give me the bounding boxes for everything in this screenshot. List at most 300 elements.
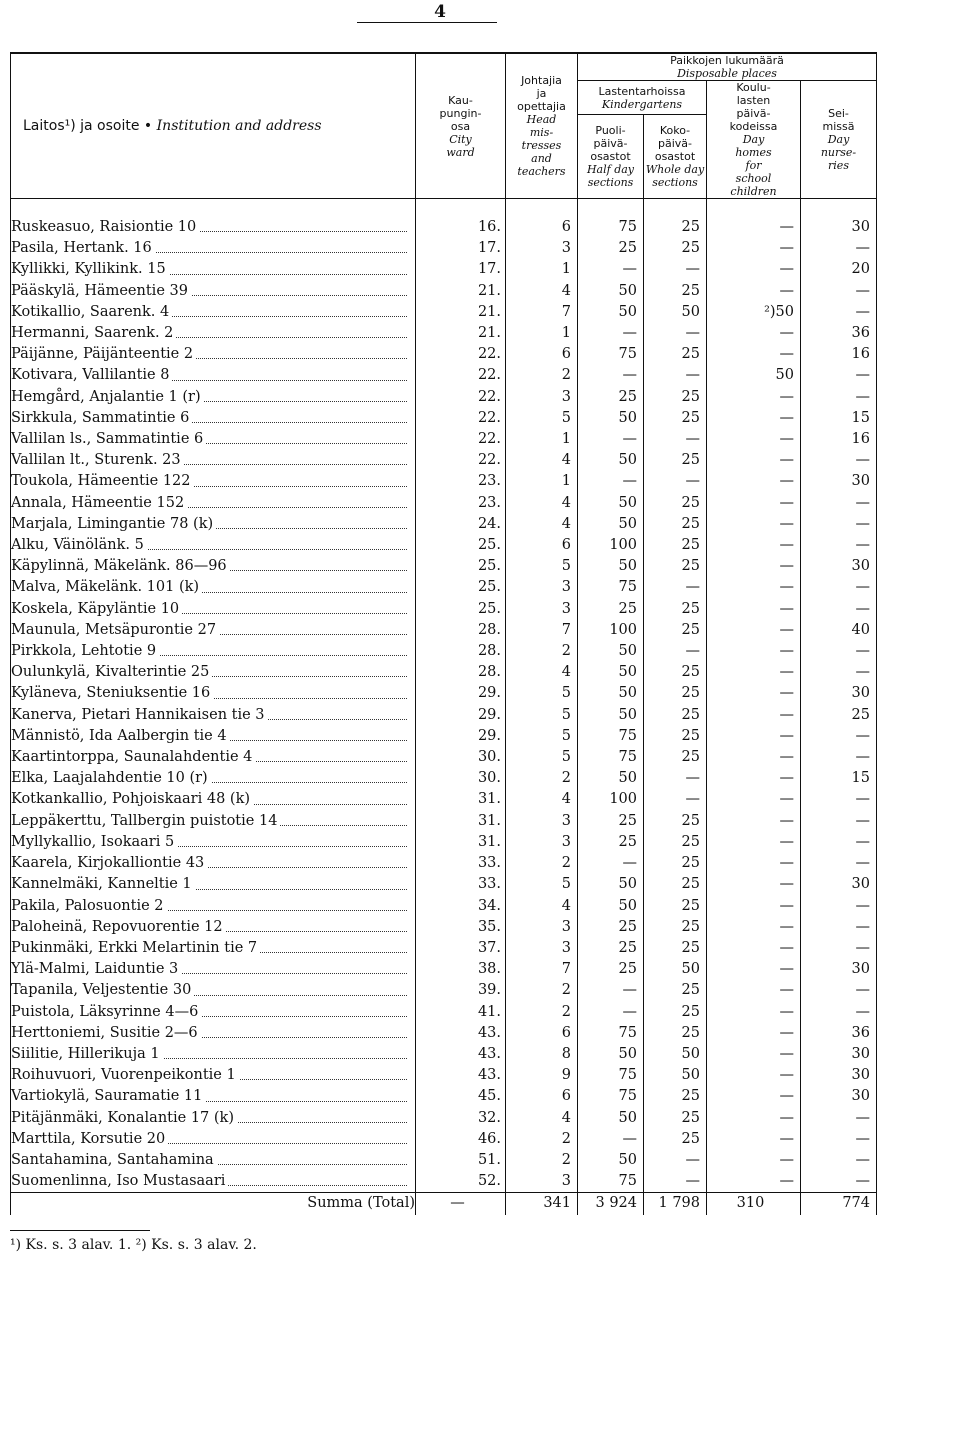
table-row <box>11 514 877 535</box>
address-cell <box>11 259 416 280</box>
whole-day-cell: — <box>644 768 707 789</box>
address-cell <box>11 789 416 810</box>
table-row <box>11 238 877 259</box>
whole-day-cell: 25 <box>644 1086 707 1107</box>
school-homes-cell: — <box>707 726 801 747</box>
address-text: Leppäkerttu, Tallbergin puistotie 14 <box>11 813 280 829</box>
half-day-cell: 25 <box>578 959 644 980</box>
nurseries-cell: — <box>801 811 877 832</box>
table-row <box>11 641 877 662</box>
heads-cell: 5 <box>506 874 578 895</box>
half-day-cell: 50 <box>578 641 644 662</box>
table-row <box>11 259 877 280</box>
half-day-cell: 50 <box>578 514 644 535</box>
address-leader <box>11 896 415 917</box>
school-homes-cell: — <box>707 1002 801 1023</box>
ward-cell: 21. <box>416 302 506 323</box>
nurseries-cell: 36 <box>801 323 877 344</box>
table-row <box>11 959 877 980</box>
heads-cell: 3 <box>506 599 578 620</box>
half-day-cell: — <box>578 980 644 1001</box>
address-cell <box>11 811 416 832</box>
nurseries-header-en: Day nurse- ries <box>820 133 857 172</box>
ward-cell: 39. <box>416 980 506 1001</box>
whole-day-cell: 25 <box>644 705 707 726</box>
heads-cell: 7 <box>506 959 578 980</box>
address-cell <box>11 917 416 938</box>
school-homes-cell: — <box>707 556 801 577</box>
heads-cell: 3 <box>506 1171 578 1193</box>
page-number-rule <box>357 22 497 23</box>
half-day-cell: 50 <box>578 408 644 429</box>
table-row <box>11 683 877 704</box>
whole-day-cell: 25 <box>644 514 707 535</box>
nurseries-cell: — <box>801 365 877 386</box>
spacer-cell <box>506 199 578 218</box>
address-text: Hermanni, Saarenk. 2 <box>11 325 176 341</box>
school-homes-cell: — <box>707 662 801 683</box>
ward-cell: 38. <box>416 959 506 980</box>
ward-cell: 43. <box>416 1023 506 1044</box>
school-homes-cell: 50 <box>707 365 801 386</box>
ward-cell: 22. <box>416 344 506 365</box>
heads-cell: 3 <box>506 387 578 408</box>
address-cell <box>11 980 416 1001</box>
table-row <box>11 281 877 302</box>
heads-cell: 4 <box>506 1108 578 1129</box>
address-text: Pukinmäki, Erkki Melartinin tie 7 <box>11 940 260 956</box>
school-homes-cell: — <box>707 641 801 662</box>
school-homes-header-fi: Koulu- lasten päivä- kodeissa <box>729 81 778 133</box>
half-day-cell: — <box>578 259 644 280</box>
address-header-fi: Laitos¹) ja osoite • <box>23 117 153 134</box>
address-leader <box>11 853 415 874</box>
address-text: Santahamina, Santahamina <box>11 1152 217 1168</box>
nurseries-cell: 15 <box>801 408 877 429</box>
school-homes-cell: ²)50 <box>707 302 801 323</box>
whole-day-cell: 25 <box>644 853 707 874</box>
address-leader <box>11 938 415 959</box>
ward-cell: 34. <box>416 896 506 917</box>
heads-cell: 1 <box>506 471 578 492</box>
school-homes-cell: — <box>707 832 801 853</box>
ward-cell: 24. <box>416 514 506 535</box>
heads-header-en: Head mis- tresses and teachers <box>517 113 566 178</box>
heads-cell: 6 <box>506 217 578 238</box>
nurseries-cell: — <box>801 662 877 683</box>
half-day-cell: 50 <box>578 1108 644 1129</box>
school-homes-cell: — <box>707 853 801 874</box>
ward-cell: 30. <box>416 768 506 789</box>
nurseries-cell: 16 <box>801 344 877 365</box>
school-homes-cell: — <box>707 917 801 938</box>
table-row <box>11 365 877 386</box>
address-text: Malva, Mäkelänk. 101 (k) <box>11 579 202 595</box>
ward-cell: 30. <box>416 747 506 768</box>
address-leader <box>11 683 415 704</box>
school-homes-cell: — <box>707 1171 801 1193</box>
table-row <box>11 1002 877 1023</box>
whole-day-cell: 25 <box>644 747 707 768</box>
address-text: Vartiokylä, Sauramatie 11 <box>11 1088 205 1104</box>
school-homes-cell: — <box>707 514 801 535</box>
whole-day-cell: — <box>644 471 707 492</box>
address-cell <box>11 768 416 789</box>
school-homes-cell: — <box>707 1108 801 1129</box>
table-row <box>11 556 877 577</box>
total-heads: 341 <box>506 1193 578 1215</box>
address-leader <box>11 768 415 789</box>
ward-cell: 32. <box>416 1108 506 1129</box>
school-homes-cell: — <box>707 980 801 1001</box>
heads-cell: 3 <box>506 577 578 598</box>
whole-day-cell: 25 <box>644 938 707 959</box>
address-text: Elka, Laajalahdentie 10 (r) <box>11 770 211 786</box>
school-homes-header-en: Day homes for school children <box>730 133 777 198</box>
address-text: Kotikallio, Saarenk. 4 <box>11 304 172 320</box>
total-nurseries: 774 <box>801 1193 877 1215</box>
address-cell <box>11 1002 416 1023</box>
address-leader <box>11 281 415 302</box>
heads-cell: 8 <box>506 1044 578 1065</box>
nurseries-cell: — <box>801 514 877 535</box>
nurseries-cell: — <box>801 577 877 598</box>
address-text: Sirkkula, Sammatintie 6 <box>11 410 192 426</box>
address-text: Roihuvuori, Vuorenpeikontie 1 <box>11 1067 239 1083</box>
address-text: Kaarela, Kirjokalliontie 43 <box>11 855 207 871</box>
ward-cell: 29. <box>416 726 506 747</box>
school-homes-column-header <box>707 81 801 199</box>
address-leader <box>11 1065 415 1086</box>
school-homes-cell: — <box>707 747 801 768</box>
nurseries-cell: — <box>801 493 877 514</box>
whole-day-cell: 25 <box>644 344 707 365</box>
nurseries-header-fi: Sei- missä <box>822 107 855 133</box>
kindergartens-header-en: Kindergartens <box>601 97 683 111</box>
address-leader <box>11 577 415 598</box>
table-row <box>11 1065 877 1086</box>
school-homes-cell: — <box>707 811 801 832</box>
table-row <box>11 726 877 747</box>
school-homes-cell: — <box>707 620 801 641</box>
whole-day-cell: 25 <box>644 599 707 620</box>
address-leader <box>11 662 415 683</box>
school-homes-cell: — <box>707 768 801 789</box>
table-row <box>11 980 877 1001</box>
ward-column-header <box>416 53 506 199</box>
ward-cell: 46. <box>416 1129 506 1150</box>
address-leader <box>11 408 415 429</box>
heads-cell: 4 <box>506 450 578 471</box>
whole-day-cell: 25 <box>644 980 707 1001</box>
heads-cell: 4 <box>506 789 578 810</box>
table-row <box>11 874 877 895</box>
ward-cell: 31. <box>416 832 506 853</box>
half-day-cell: 50 <box>578 281 644 302</box>
school-homes-cell: — <box>707 1086 801 1107</box>
school-homes-cell: — <box>707 577 801 598</box>
table-row <box>11 768 877 789</box>
whole-day-cell: 50 <box>644 959 707 980</box>
heads-header-fi: Johtajia ja opettajia <box>517 74 566 113</box>
heads-cell: 4 <box>506 514 578 535</box>
whole-day-cell: — <box>644 577 707 598</box>
places-header-en: Disposable places <box>677 67 777 80</box>
nurseries-cell: — <box>801 853 877 874</box>
heads-cell: 6 <box>506 1023 578 1044</box>
address-leader <box>11 471 415 492</box>
half-day-cell: 75 <box>578 747 644 768</box>
school-homes-cell: — <box>707 789 801 810</box>
school-homes-cell: — <box>707 429 801 450</box>
ward-cell: 28. <box>416 641 506 662</box>
nurseries-cell: 30 <box>801 1065 877 1086</box>
address-leader <box>11 747 415 768</box>
school-homes-cell: — <box>707 683 801 704</box>
address-column-header <box>11 53 416 199</box>
address-cell <box>11 874 416 895</box>
address-cell <box>11 238 416 259</box>
address-cell <box>11 1129 416 1150</box>
address-leader <box>11 959 415 980</box>
ward-cell: 31. <box>416 811 506 832</box>
whole-day-cell: 25 <box>644 874 707 895</box>
address-text: Paloheinä, Repovuorentie 12 <box>11 919 226 935</box>
half-day-cell: 25 <box>578 917 644 938</box>
address-cell <box>11 1065 416 1086</box>
address-cell <box>11 896 416 917</box>
address-cell <box>11 471 416 492</box>
spacer-cell <box>578 199 644 218</box>
nurseries-cell: 15 <box>801 768 877 789</box>
whole-day-cell: — <box>644 259 707 280</box>
ward-cell: 52. <box>416 1171 506 1193</box>
total-label: Summa (Total) <box>11 1193 416 1215</box>
nurseries-cell: — <box>801 450 877 471</box>
address-leader <box>11 365 415 386</box>
address-text: Kotivara, Vallilantie 8 <box>11 367 172 383</box>
nurseries-cell: 36 <box>801 1023 877 1044</box>
whole-day-cell: — <box>644 365 707 386</box>
ward-cell: 31. <box>416 789 506 810</box>
address-cell <box>11 365 416 386</box>
address-cell <box>11 832 416 853</box>
half-day-column-header <box>578 115 644 199</box>
nurseries-cell: — <box>801 726 877 747</box>
ward-cell: 43. <box>416 1044 506 1065</box>
address-leader <box>11 789 415 810</box>
whole-day-cell: 25 <box>644 408 707 429</box>
table-body <box>11 199 877 1193</box>
half-day-cell: 75 <box>578 217 644 238</box>
ward-cell: 23. <box>416 471 506 492</box>
half-day-cell: 100 <box>578 789 644 810</box>
heads-cell: 2 <box>506 365 578 386</box>
address-cell <box>11 1086 416 1107</box>
nurseries-cell: — <box>801 387 877 408</box>
heads-column-header <box>506 53 578 199</box>
nurseries-cell: 30 <box>801 217 877 238</box>
school-homes-cell: — <box>707 1150 801 1171</box>
address-cell <box>11 408 416 429</box>
half-day-cell: 50 <box>578 705 644 726</box>
half-day-cell: 75 <box>578 1171 644 1193</box>
table-row <box>11 832 877 853</box>
half-day-cell: 50 <box>578 493 644 514</box>
nurseries-cell: — <box>801 302 877 323</box>
address-cell <box>11 450 416 471</box>
places-header-fi: Paikkojen lukumäärä <box>670 54 784 67</box>
address-leader <box>11 344 415 365</box>
address-leader <box>11 620 415 641</box>
kindergartens-header-fi: Lastentarhoissa <box>598 84 686 98</box>
ward-header-en: City ward <box>446 132 475 159</box>
table-row <box>11 450 877 471</box>
ward-cell: 43. <box>416 1065 506 1086</box>
heads-cell: 2 <box>506 1002 578 1023</box>
half-day-cell: 50 <box>578 1044 644 1065</box>
half-day-cell: 25 <box>578 811 644 832</box>
address-leader <box>11 832 415 853</box>
ward-cell: 25. <box>416 556 506 577</box>
address-leader <box>11 217 415 238</box>
heads-cell: 3 <box>506 917 578 938</box>
table-row <box>11 429 877 450</box>
school-homes-cell: — <box>707 959 801 980</box>
nurseries-cell: — <box>801 535 877 556</box>
nurseries-cell: — <box>801 980 877 1001</box>
address-leader <box>11 259 415 280</box>
total-school-homes: 310 <box>707 1193 801 1215</box>
whole-day-cell: 25 <box>644 556 707 577</box>
half-day-cell: 75 <box>578 1023 644 1044</box>
half-day-cell: 75 <box>578 577 644 598</box>
half-day-cell: 25 <box>578 387 644 408</box>
heads-cell: 5 <box>506 705 578 726</box>
table-row <box>11 1108 877 1129</box>
address-leader <box>11 599 415 620</box>
address-header-en: Institution and address <box>156 117 322 134</box>
table-row <box>11 493 877 514</box>
places-group-header <box>578 53 877 81</box>
table-row <box>11 789 877 810</box>
school-homes-cell: — <box>707 471 801 492</box>
nurseries-cell: — <box>801 917 877 938</box>
address-cell <box>11 959 416 980</box>
table-row <box>11 938 877 959</box>
ward-cell: 51. <box>416 1150 506 1171</box>
table-row <box>11 408 877 429</box>
address-text: Marttila, Korsutie 20 <box>11 1131 168 1147</box>
address-cell <box>11 747 416 768</box>
address-cell <box>11 281 416 302</box>
nurseries-cell: 30 <box>801 1086 877 1107</box>
whole-day-cell: 25 <box>644 238 707 259</box>
table-row <box>11 620 877 641</box>
school-homes-cell: — <box>707 1065 801 1086</box>
whole-day-cell: 50 <box>644 1044 707 1065</box>
address-leader <box>11 917 415 938</box>
table-row <box>11 599 877 620</box>
school-homes-cell: — <box>707 896 801 917</box>
school-homes-cell: — <box>707 408 801 429</box>
table-row <box>11 471 877 492</box>
half-day-cell: 25 <box>578 238 644 259</box>
address-text: Siilitie, Hillerikuja 1 <box>11 1046 163 1062</box>
ward-cell: 22. <box>416 387 506 408</box>
half-day-cell: 25 <box>578 938 644 959</box>
heads-cell: 1 <box>506 323 578 344</box>
nurseries-cell: 30 <box>801 874 877 895</box>
address-text: Hemgård, Anjalantie 1 (r) <box>11 389 204 405</box>
whole-day-cell: — <box>644 429 707 450</box>
table-row <box>11 917 877 938</box>
address-leader <box>11 874 415 895</box>
address-text: Myllykallio, Isokaari 5 <box>11 834 177 850</box>
heads-cell: 9 <box>506 1065 578 1086</box>
address-leader <box>11 641 415 662</box>
nurseries-cell: — <box>801 938 877 959</box>
address-cell <box>11 1171 416 1193</box>
ward-cell: 33. <box>416 853 506 874</box>
address-leader <box>11 302 415 323</box>
half-day-cell: 75 <box>578 344 644 365</box>
nurseries-cell: — <box>801 641 877 662</box>
table-row <box>11 705 877 726</box>
half-day-cell: 25 <box>578 832 644 853</box>
nurseries-cell: — <box>801 1150 877 1171</box>
heads-cell: 6 <box>506 344 578 365</box>
heads-cell: 3 <box>506 811 578 832</box>
ward-cell: 25. <box>416 535 506 556</box>
school-homes-cell: — <box>707 599 801 620</box>
spacer-cell <box>11 199 416 218</box>
whole-day-cell: 25 <box>644 832 707 853</box>
nurseries-cell: 30 <box>801 1044 877 1065</box>
whole-day-cell: 25 <box>644 917 707 938</box>
school-homes-cell: — <box>707 217 801 238</box>
ward-cell: 16. <box>416 217 506 238</box>
table-row <box>11 896 877 917</box>
address-text: Kyllikki, Kyllikink. 15 <box>11 261 169 277</box>
ward-cell: 23. <box>416 493 506 514</box>
whole-day-cell: 25 <box>644 493 707 514</box>
address-text: Ruskeasuo, Raisiontie 10 <box>11 219 199 235</box>
address-cell <box>11 683 416 704</box>
ward-cell: 17. <box>416 238 506 259</box>
address-text: Maunula, Metsäpurontie 27 <box>11 622 219 638</box>
address-text: Pakila, Palosuontie 2 <box>11 898 167 914</box>
address-text: Suomenlinna, Iso Mustasaari <box>11 1173 228 1189</box>
whole-day-cell: 25 <box>644 1129 707 1150</box>
half-day-header-en: Half day sections <box>586 163 635 190</box>
address-text: Kanerva, Pietari Hannikaisen tie 3 <box>11 707 268 723</box>
ward-cell: 22. <box>416 450 506 471</box>
table-row <box>11 1150 877 1171</box>
heads-cell: 5 <box>506 726 578 747</box>
nurseries-column-header <box>801 81 877 199</box>
ward-cell: 45. <box>416 1086 506 1107</box>
footnote-rule <box>10 1230 150 1231</box>
address-cell <box>11 705 416 726</box>
nurseries-cell: — <box>801 281 877 302</box>
nurseries-cell: 16 <box>801 429 877 450</box>
heads-cell: 2 <box>506 768 578 789</box>
address-cell <box>11 577 416 598</box>
nurseries-cell: 20 <box>801 259 877 280</box>
address-cell <box>11 599 416 620</box>
school-homes-cell: — <box>707 281 801 302</box>
